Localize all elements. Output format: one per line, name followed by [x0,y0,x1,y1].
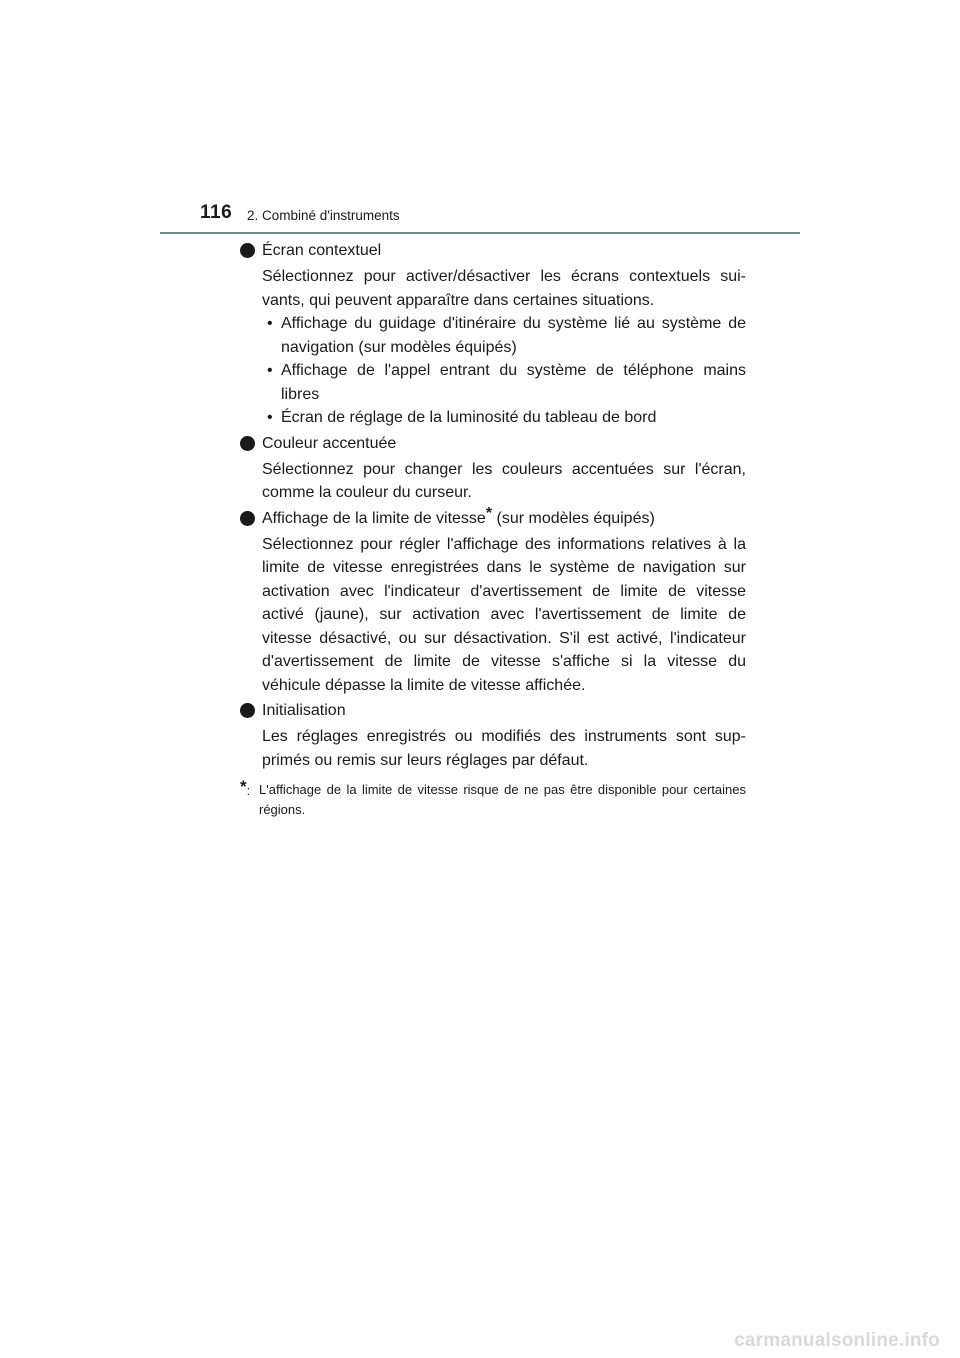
item-description: Les réglages enregistrés ou modifiés des instruments sont sup-primés ou remis sur leurs réglages par défaut. [262,728,746,769]
list-item [240,699,746,772]
sub-bullet-icon: • [267,315,273,332]
header-divider [160,232,800,234]
sub-item-text: Écran de réglage de la luminosité du tableau de bord [281,409,657,426]
sub-item-text: Affichage de l'appel entrant du système de téléphone mains libres [281,362,746,403]
item-title-row [240,432,746,455]
footnote-mark [240,777,251,801]
item-description: Sélectionnez pour régler l'affichage des informations relatives à la limite de vitesse enregistrées dans le système de navigation sur activation avec l'indicateur d'avertissement de limite de vitesse activé (jaune), sur activation avec l'avertissement de limite de vitesse désactivé, ou sur désactivation. S'il est activé, l'indicateur d'avertissement de limite de vitesse s'affiche si la vitesse du véhicule dépasse la limite de vitesse affichée. [262,535,746,694]
sub-list [240,312,746,430]
item-description: Sélectionnez pour changer les couleurs accentuées sur l'écran, comme la couleur du curseur. [262,460,746,501]
item-description: Sélectionnez pour activer/désactiver les écrans contextuels sui-vants, qui peuvent apparaître dans certaines situations. [262,268,746,309]
item-title: Initialisation [262,702,346,719]
bullet-icon [240,511,255,526]
footnote-text: L'affichage de la limite de vitesse risque de ne pas être disponible pour certaines régions. [259,782,746,817]
footnote-reference: * [485,504,493,522]
bullet-icon [240,703,255,718]
item-title-after: (sur modèles équipés) [492,509,655,527]
sub-bullet-icon: • [267,409,273,426]
list-item [240,504,746,698]
list-item [240,239,746,430]
sub-item-text: Affichage du guidage d'itinéraire du système lié au système de navigation (sur modèles équipés) [281,315,746,356]
item-title-row [240,239,746,262]
footnote-separator: : [246,783,251,798]
bullet-icon [240,243,255,258]
sub-list-item [262,359,746,406]
list-item [240,432,746,505]
item-title: Écran contextuel [262,242,382,259]
sub-list-item [262,406,746,430]
main-content [240,239,746,820]
item-title: Couleur accentuée [262,434,397,452]
page-header [200,202,800,234]
bullet-icon [240,436,255,451]
sub-bullet-icon: • [267,362,273,379]
watermark: carmanualsonline.info [734,1330,940,1351]
page-number: 116 [200,202,233,223]
section-title: 2. Combiné d'instruments [247,208,400,223]
footnote-star: * [240,777,247,796]
sub-list-item [262,312,746,359]
item-title-before: Affichage de la limite de vitesse [262,509,486,527]
item-title-row [240,504,746,530]
item-title-row [240,699,746,722]
footnote [240,777,746,820]
